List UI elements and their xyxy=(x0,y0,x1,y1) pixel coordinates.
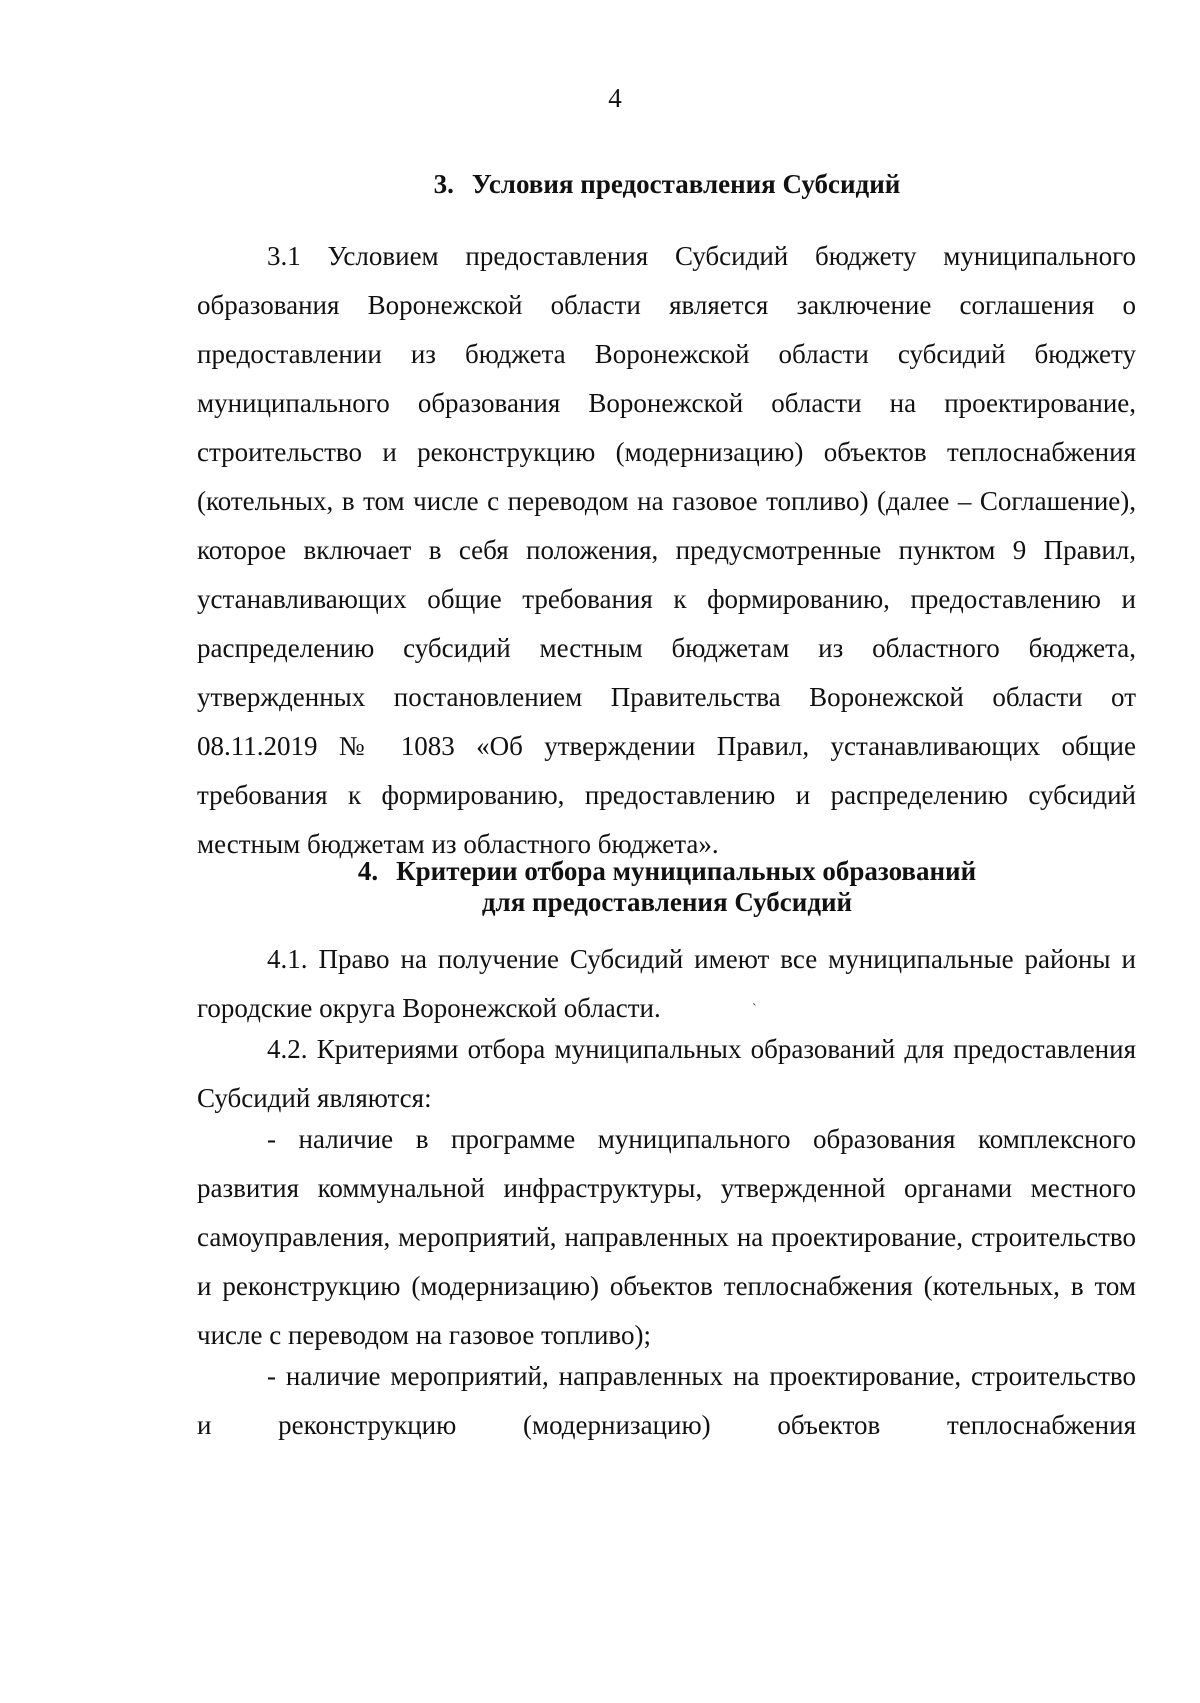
section-3-title: Условия предоставления Субсидий xyxy=(471,169,901,199)
section-4-title-line1: Критерии отбора муниципальных образований xyxy=(396,856,977,886)
paragraph-4-2: 4.2. Критериями отбора муниципальных образований для предоставления Субсидий являются: xyxy=(197,1034,1136,1113)
section-4-heading-line2 xyxy=(197,886,1137,918)
section-4-heading xyxy=(197,855,1137,887)
section-4-title-line2: для предоставления Субсидий xyxy=(481,887,853,917)
paragraph-4-1: 4.1. Право на получение Субсидий имеют все муниципальные районы и городские округа Воронежской области. xyxy=(197,944,1136,1023)
section-3-heading xyxy=(197,168,1137,200)
criteria-item-1: - наличие в программе муниципального образования комплексного развития коммунальной инфраструктуры, утвержденной органами местного самоуправления, мероприятий, направленных на проектирование, строительство и реконструкцию (модернизацию) объектов теплоснабжения (котельных, в том числе с переводом на газовое топливо); xyxy=(197,1124,1136,1350)
criteria-item-2: - наличие мероприятий, направленных на проектирование, строительство и реконструкцию (модернизацию) объектов теплоснабжения xyxy=(197,1361,1136,1440)
section-3-number: 3. xyxy=(433,169,454,199)
paragraph-3-1: 3.1 Условием предоставления Субсидий бюджету муниципального образования Воронежской области является заключение соглашения о предоставлении из бюджета Воронежской области субсидий бюджету муниципального образования Воронежской области на проектирование, строительство и реконструкцию (модернизацию) объектов теплоснабжения (котельных, в том числе с переводом на газовое топливо) (далее – Соглашение), которое включает в себя положения, предусмотренные пунктом 9 Правил, устанавливающих общие требования к формированию, предоставлению и распределению субсидий местным бюджетам из областного бюджета, утвержденных постановлением Правительства Воронежской области от 08.11.2019 № 1083 «Об утверждении Правил, устанавливающих общие требования к формированию, предоставлению и распределению субсидий местным бюджетам из областного бюджета». xyxy=(197,241,1136,859)
page-number: 4 xyxy=(608,83,622,113)
section-4-number: 4. xyxy=(357,856,379,886)
stray-mark: ˋ xyxy=(752,1002,757,1017)
